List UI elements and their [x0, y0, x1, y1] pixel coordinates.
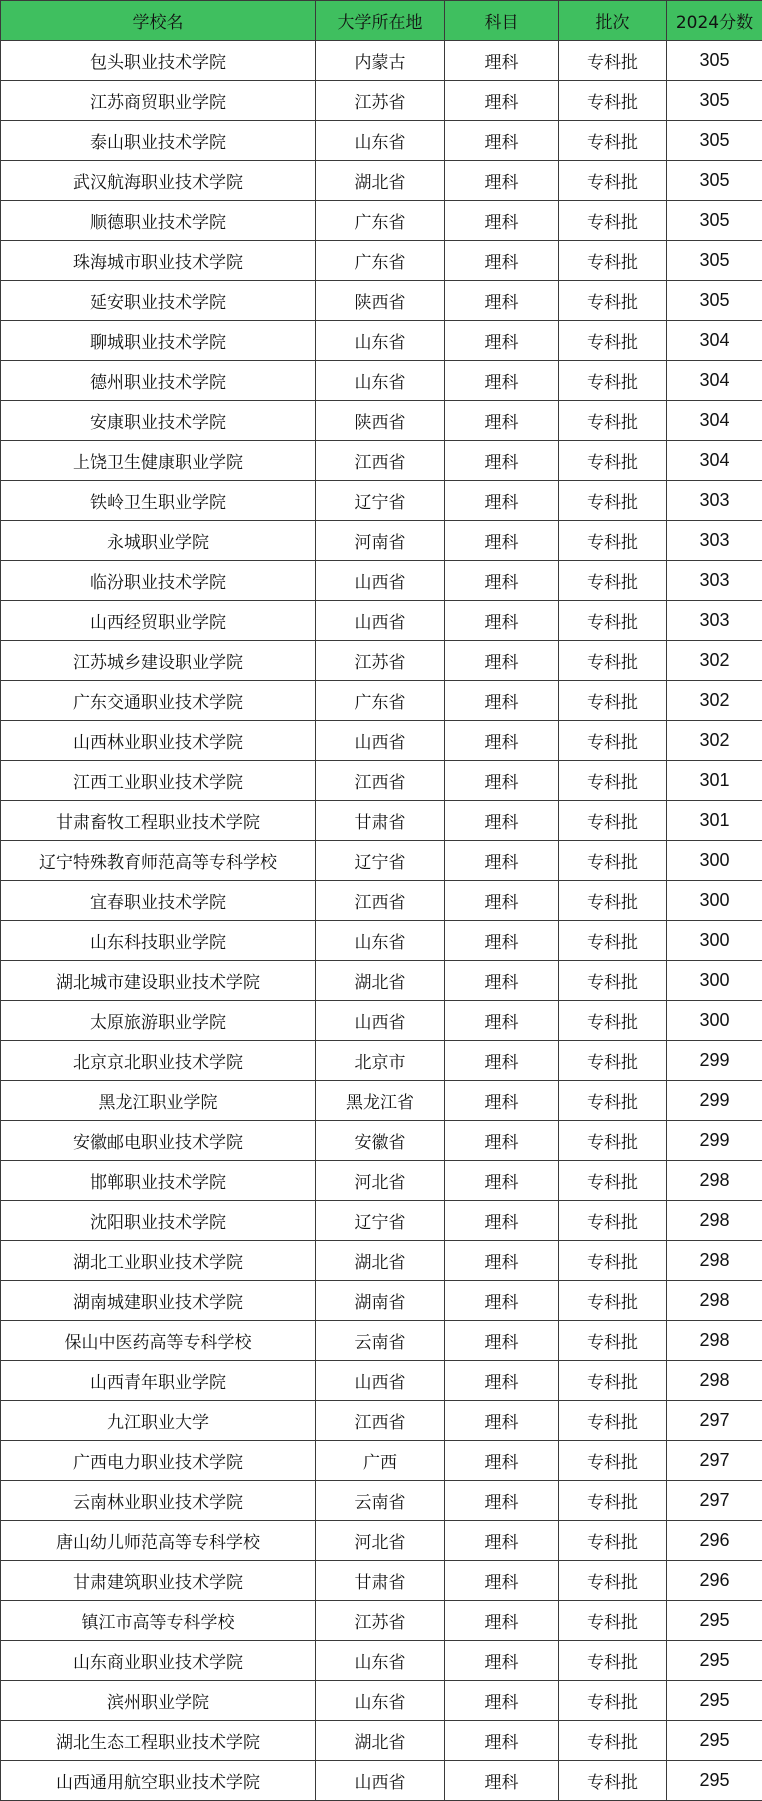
cell-subject: 理科	[445, 281, 559, 321]
cell-school: 江西工业职业技术学院	[1, 761, 316, 801]
table-row	[1, 1561, 762, 1601]
table-header-row	[1, 1, 762, 41]
table-row	[1, 241, 762, 281]
cell-score: 298	[667, 1201, 762, 1241]
cell-score: 300	[667, 881, 762, 921]
cell-school: 九江职业大学	[1, 1401, 316, 1441]
cell-batch: 专科批	[559, 1041, 667, 1081]
cell-score: 300	[667, 921, 762, 961]
cell-batch: 专科批	[559, 761, 667, 801]
table-row	[1, 601, 762, 641]
cell-location: 江苏省	[316, 81, 445, 121]
cell-location: 山东省	[316, 121, 445, 161]
cell-subject: 理科	[445, 521, 559, 561]
cell-subject: 理科	[445, 1281, 559, 1321]
table-row	[1, 1041, 762, 1081]
table-row	[1, 1721, 762, 1761]
cell-school: 珠海城市职业技术学院	[1, 241, 316, 281]
cell-score: 295	[667, 1721, 762, 1761]
cell-score: 296	[667, 1521, 762, 1561]
cell-subject: 理科	[445, 881, 559, 921]
table-row	[1, 1321, 762, 1361]
cell-batch: 专科批	[559, 201, 667, 241]
cell-score: 295	[667, 1601, 762, 1641]
cell-location: 陕西省	[316, 401, 445, 441]
cell-location: 湖北省	[316, 1721, 445, 1761]
cell-score: 301	[667, 761, 762, 801]
cell-location: 甘肃省	[316, 1561, 445, 1601]
cell-subject: 理科	[445, 561, 559, 601]
cell-school: 武汉航海职业技术学院	[1, 161, 316, 201]
cell-school: 安徽邮电职业技术学院	[1, 1121, 316, 1161]
cell-subject: 理科	[445, 1761, 559, 1801]
cell-subject: 理科	[445, 1121, 559, 1161]
cell-batch: 专科批	[559, 321, 667, 361]
cell-subject: 理科	[445, 1401, 559, 1441]
header-batch: 批次	[559, 1, 667, 41]
cell-school: 永城职业学院	[1, 521, 316, 561]
cell-subject: 理科	[445, 321, 559, 361]
cell-batch: 专科批	[559, 1001, 667, 1041]
cell-school: 唐山幼儿师范高等专科学校	[1, 1521, 316, 1561]
cell-subject: 理科	[445, 441, 559, 481]
cell-school: 泰山职业技术学院	[1, 121, 316, 161]
table-row	[1, 361, 762, 401]
cell-batch: 专科批	[559, 801, 667, 841]
cell-batch: 专科批	[559, 1081, 667, 1121]
table-row	[1, 1681, 762, 1721]
cell-subject: 理科	[445, 1721, 559, 1761]
cell-subject: 理科	[445, 721, 559, 761]
table-row	[1, 561, 762, 601]
cell-school: 湖北城市建设职业技术学院	[1, 961, 316, 1001]
cell-batch: 专科批	[559, 161, 667, 201]
table-row	[1, 401, 762, 441]
cell-location: 江西省	[316, 441, 445, 481]
cell-score: 305	[667, 81, 762, 121]
cell-score: 303	[667, 521, 762, 561]
cell-batch: 专科批	[559, 481, 667, 521]
cell-subject: 理科	[445, 1361, 559, 1401]
cell-score: 301	[667, 801, 762, 841]
cell-batch: 专科批	[559, 1241, 667, 1281]
cell-score: 303	[667, 481, 762, 521]
cell-location: 湖北省	[316, 961, 445, 1001]
cell-batch: 专科批	[559, 681, 667, 721]
cell-score: 300	[667, 841, 762, 881]
table-row	[1, 961, 762, 1001]
cell-batch: 专科批	[559, 1561, 667, 1601]
cell-school: 滨州职业学院	[1, 1681, 316, 1721]
cell-batch: 专科批	[559, 641, 667, 681]
cell-score: 304	[667, 321, 762, 361]
cell-batch: 专科批	[559, 1401, 667, 1441]
cell-score: 305	[667, 201, 762, 241]
cell-school: 甘肃畜牧工程职业技术学院	[1, 801, 316, 841]
table-body	[1, 41, 762, 1801]
cell-subject: 理科	[445, 201, 559, 241]
cell-location: 广东省	[316, 681, 445, 721]
cell-batch: 专科批	[559, 361, 667, 401]
cell-batch: 专科批	[559, 1641, 667, 1681]
cell-batch: 专科批	[559, 721, 667, 761]
cell-school: 山西经贸职业学院	[1, 601, 316, 641]
cell-school: 山西通用航空职业技术学院	[1, 1761, 316, 1801]
cell-batch: 专科批	[559, 1481, 667, 1521]
cell-batch: 专科批	[559, 281, 667, 321]
cell-location: 山东省	[316, 1681, 445, 1721]
cell-location: 广西	[316, 1441, 445, 1481]
cell-school: 甘肃建筑职业技术学院	[1, 1561, 316, 1601]
table-row	[1, 1521, 762, 1561]
cell-score: 296	[667, 1561, 762, 1601]
cell-batch: 专科批	[559, 1201, 667, 1241]
cell-subject: 理科	[445, 161, 559, 201]
table-row	[1, 841, 762, 881]
cell-location: 河南省	[316, 521, 445, 561]
cell-subject: 理科	[445, 1481, 559, 1521]
table-row	[1, 1241, 762, 1281]
cell-subject: 理科	[445, 81, 559, 121]
cell-location: 内蒙古	[316, 41, 445, 81]
table-row	[1, 281, 762, 321]
cell-batch: 专科批	[559, 1681, 667, 1721]
cell-score: 304	[667, 401, 762, 441]
cell-score: 298	[667, 1321, 762, 1361]
table-row	[1, 1441, 762, 1481]
table-row	[1, 201, 762, 241]
cell-school: 上饶卫生健康职业学院	[1, 441, 316, 481]
cell-score: 297	[667, 1441, 762, 1481]
cell-location: 山东省	[316, 921, 445, 961]
cell-score: 302	[667, 641, 762, 681]
cell-subject: 理科	[445, 1521, 559, 1561]
cell-school: 辽宁特殊教育师范高等专科学校	[1, 841, 316, 881]
cell-batch: 专科批	[559, 961, 667, 1001]
table-row	[1, 41, 762, 81]
header-score: 2024分数	[667, 1, 762, 41]
cell-score: 295	[667, 1681, 762, 1721]
cell-location: 辽宁省	[316, 841, 445, 881]
cell-subject: 理科	[445, 361, 559, 401]
cell-score: 300	[667, 961, 762, 1001]
cell-batch: 专科批	[559, 241, 667, 281]
cell-school: 铁岭卫生职业学院	[1, 481, 316, 521]
table-row	[1, 641, 762, 681]
table-row	[1, 481, 762, 521]
cell-location: 黑龙江省	[316, 1081, 445, 1121]
header-school: 学校名	[1, 1, 316, 41]
table-row	[1, 121, 762, 161]
cell-batch: 专科批	[559, 1361, 667, 1401]
cell-batch: 专科批	[559, 121, 667, 161]
cell-location: 安徽省	[316, 1121, 445, 1161]
table-row	[1, 321, 762, 361]
table-row	[1, 1121, 762, 1161]
cell-score: 300	[667, 1001, 762, 1041]
table-row	[1, 761, 762, 801]
table-row	[1, 1641, 762, 1681]
cell-location: 山西省	[316, 1361, 445, 1401]
cell-school: 广东交通职业技术学院	[1, 681, 316, 721]
cell-subject: 理科	[445, 841, 559, 881]
cell-location: 广东省	[316, 201, 445, 241]
cell-location: 江西省	[316, 761, 445, 801]
cell-location: 山西省	[316, 1001, 445, 1041]
cell-subject: 理科	[445, 1681, 559, 1721]
cell-school: 延安职业技术学院	[1, 281, 316, 321]
table-row	[1, 1201, 762, 1241]
table-row	[1, 721, 762, 761]
cell-location: 江苏省	[316, 641, 445, 681]
table-row	[1, 1281, 762, 1321]
cell-score: 304	[667, 361, 762, 401]
cell-location: 山西省	[316, 601, 445, 641]
cell-batch: 专科批	[559, 921, 667, 961]
table-row	[1, 1481, 762, 1521]
cell-batch: 专科批	[559, 1521, 667, 1561]
cell-score: 298	[667, 1241, 762, 1281]
table-row	[1, 1401, 762, 1441]
cell-score: 299	[667, 1081, 762, 1121]
cell-score: 302	[667, 681, 762, 721]
cell-subject: 理科	[445, 1561, 559, 1601]
cell-location: 湖北省	[316, 1241, 445, 1281]
cell-subject: 理科	[445, 1041, 559, 1081]
cell-score: 303	[667, 561, 762, 601]
cell-school: 保山中医药高等专科学校	[1, 1321, 316, 1361]
cell-school: 江苏城乡建设职业学院	[1, 641, 316, 681]
cell-location: 江西省	[316, 881, 445, 921]
table-row	[1, 681, 762, 721]
cell-subject: 理科	[445, 241, 559, 281]
cell-school: 湖北工业职业技术学院	[1, 1241, 316, 1281]
cell-school: 太原旅游职业学院	[1, 1001, 316, 1041]
table-row	[1, 441, 762, 481]
cell-school: 湖北生态工程职业技术学院	[1, 1721, 316, 1761]
table-row	[1, 881, 762, 921]
cell-batch: 专科批	[559, 521, 667, 561]
table-row	[1, 521, 762, 561]
cell-location: 山西省	[316, 1761, 445, 1801]
cell-subject: 理科	[445, 1321, 559, 1361]
cell-subject: 理科	[445, 1241, 559, 1281]
cell-score: 303	[667, 601, 762, 641]
header-location: 大学所在地	[316, 1, 445, 41]
cell-subject: 理科	[445, 761, 559, 801]
cell-location: 河北省	[316, 1521, 445, 1561]
cell-batch: 专科批	[559, 1601, 667, 1641]
cell-location: 江苏省	[316, 1601, 445, 1641]
cell-school: 聊城职业技术学院	[1, 321, 316, 361]
cell-batch: 专科批	[559, 841, 667, 881]
cell-subject: 理科	[445, 801, 559, 841]
table-row	[1, 801, 762, 841]
cell-school: 黑龙江职业学院	[1, 1081, 316, 1121]
cell-school: 江苏商贸职业学院	[1, 81, 316, 121]
cell-school: 山西林业职业技术学院	[1, 721, 316, 761]
table-row	[1, 81, 762, 121]
cell-school: 山东商业职业技术学院	[1, 1641, 316, 1681]
cell-subject: 理科	[445, 1441, 559, 1481]
cell-location: 广东省	[316, 241, 445, 281]
cell-school: 安康职业技术学院	[1, 401, 316, 441]
cell-batch: 专科批	[559, 1721, 667, 1761]
cell-school: 云南林业职业技术学院	[1, 1481, 316, 1521]
cell-score: 298	[667, 1361, 762, 1401]
cell-location: 湖北省	[316, 161, 445, 201]
cell-school: 邯郸职业技术学院	[1, 1161, 316, 1201]
cell-location: 北京市	[316, 1041, 445, 1081]
table-row	[1, 161, 762, 201]
cell-subject: 理科	[445, 481, 559, 521]
cell-score: 305	[667, 41, 762, 81]
cell-batch: 专科批	[559, 1161, 667, 1201]
cell-subject: 理科	[445, 1201, 559, 1241]
cell-batch: 专科批	[559, 1121, 667, 1161]
cell-score: 299	[667, 1121, 762, 1161]
table-row	[1, 1761, 762, 1801]
cell-location: 山东省	[316, 1641, 445, 1681]
cell-score: 295	[667, 1641, 762, 1681]
cell-school: 山东科技职业学院	[1, 921, 316, 961]
cell-school: 包头职业技术学院	[1, 41, 316, 81]
table-row	[1, 921, 762, 961]
cell-score: 305	[667, 161, 762, 201]
table-row	[1, 1161, 762, 1201]
cell-subject: 理科	[445, 121, 559, 161]
cell-subject: 理科	[445, 1001, 559, 1041]
cell-location: 山东省	[316, 321, 445, 361]
cell-batch: 专科批	[559, 1441, 667, 1481]
cell-score: 299	[667, 1041, 762, 1081]
cell-score: 302	[667, 721, 762, 761]
cell-subject: 理科	[445, 1081, 559, 1121]
cell-score: 297	[667, 1481, 762, 1521]
cell-subject: 理科	[445, 1161, 559, 1201]
cell-school: 顺德职业技术学院	[1, 201, 316, 241]
cell-score: 298	[667, 1161, 762, 1201]
cell-school: 临汾职业技术学院	[1, 561, 316, 601]
cell-subject: 理科	[445, 601, 559, 641]
cell-location: 云南省	[316, 1481, 445, 1521]
cell-batch: 专科批	[559, 81, 667, 121]
cell-school: 宜春职业技术学院	[1, 881, 316, 921]
cell-school: 沈阳职业技术学院	[1, 1201, 316, 1241]
cell-school: 北京京北职业技术学院	[1, 1041, 316, 1081]
cell-school: 广西电力职业技术学院	[1, 1441, 316, 1481]
cell-subject: 理科	[445, 921, 559, 961]
cell-location: 辽宁省	[316, 1201, 445, 1241]
cell-school: 山西青年职业学院	[1, 1361, 316, 1401]
table-row	[1, 1601, 762, 1641]
cell-school: 德州职业技术学院	[1, 361, 316, 401]
cell-score: 304	[667, 441, 762, 481]
cell-school: 湖南城建职业技术学院	[1, 1281, 316, 1321]
cell-score: 297	[667, 1401, 762, 1441]
cell-batch: 专科批	[559, 881, 667, 921]
cell-school: 镇江市高等专科学校	[1, 1601, 316, 1641]
cell-batch: 专科批	[559, 401, 667, 441]
cell-location: 云南省	[316, 1321, 445, 1361]
cell-location: 山西省	[316, 721, 445, 761]
cell-subject: 理科	[445, 961, 559, 1001]
cell-batch: 专科批	[559, 1281, 667, 1321]
cell-location: 山西省	[316, 561, 445, 601]
cell-location: 湖南省	[316, 1281, 445, 1321]
table-row	[1, 1361, 762, 1401]
cell-batch: 专科批	[559, 41, 667, 81]
cell-location: 山东省	[316, 361, 445, 401]
cell-subject: 理科	[445, 1641, 559, 1681]
cell-subject: 理科	[445, 401, 559, 441]
cell-score: 305	[667, 241, 762, 281]
cell-location: 江西省	[316, 1401, 445, 1441]
cell-batch: 专科批	[559, 441, 667, 481]
cell-subject: 理科	[445, 41, 559, 81]
cell-score: 298	[667, 1281, 762, 1321]
table-row	[1, 1001, 762, 1041]
header-subject: 科目	[445, 1, 559, 41]
cell-batch: 专科批	[559, 561, 667, 601]
table-row	[1, 1081, 762, 1121]
cell-subject: 理科	[445, 681, 559, 721]
cell-location: 河北省	[316, 1161, 445, 1201]
cell-batch: 专科批	[559, 1761, 667, 1801]
cell-score: 295	[667, 1761, 762, 1801]
cell-score: 305	[667, 121, 762, 161]
cell-score: 305	[667, 281, 762, 321]
cell-subject: 理科	[445, 641, 559, 681]
cell-batch: 专科批	[559, 1321, 667, 1361]
cell-location: 陕西省	[316, 281, 445, 321]
cell-location: 辽宁省	[316, 481, 445, 521]
cell-batch: 专科批	[559, 601, 667, 641]
cell-location: 甘肃省	[316, 801, 445, 841]
cell-subject: 理科	[445, 1601, 559, 1641]
